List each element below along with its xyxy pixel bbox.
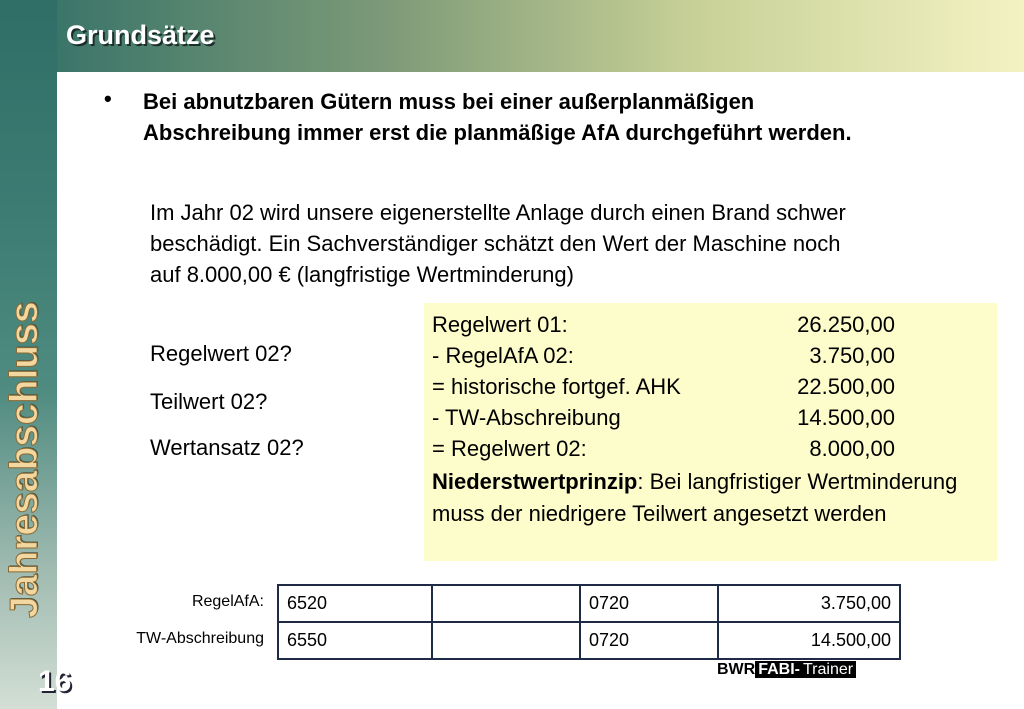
calc-value: 8.000,00 [809,436,895,461]
booking-table [277,584,901,660]
question-regelwert: Regelwert 02? [150,341,292,366]
calc-label: - RegelAfA 02: [432,343,574,368]
table-row [278,585,900,622]
calc-value: 26.250,00 [797,312,895,337]
calc-label: = Regelwert 02: [432,436,587,461]
amount: 3.750,00 [718,585,900,622]
principle-note [432,466,972,529]
calc-value: 3.750,00 [809,343,895,368]
booking-label: RegelAfA: [191,593,264,610]
question-teilwert: Teilwert 02? [150,389,268,414]
bullet-dot: • [104,86,112,111]
debit-account: 6520 [278,585,432,622]
bwr-fabi-trainer-logo [717,661,856,681]
calc-label: Regelwert 01: [432,312,568,337]
calc-label: = historische fortgef. AHK [432,374,681,399]
empty-cell [432,622,580,659]
table-row [278,622,900,659]
slide-title: Grundsätze [66,20,215,50]
empty-cell [432,585,580,622]
amount: 14.500,00 [718,622,900,659]
question-wertansatz: Wertansatz 02? [150,435,304,460]
calc-value: 22.500,00 [797,374,895,399]
bullet-text: Bei abnutzbaren Gütern muss bei einer außerplanmäßigen Abschreibung immer erst die planmäßige AfA durchgeführt werden. [143,89,852,145]
calc-label: - TW-Abschreibung [432,405,621,430]
logo-part: FABI- [755,661,803,678]
scenario-text: Im Jahr 02 wird unsere eigenerstellte Anlage durch einen Brand schwer beschädigt. Ein Sachverständiger schätzt den Wert der Maschine noch auf 8.000,00 € (langfristige Wertminderung) [150,200,846,287]
logo-part: Trainer [803,661,856,678]
credit-account: 0720 [580,622,718,659]
principle-term: Niederstwertprinzip [432,469,638,494]
booking-label: TW-Abschreibung [136,630,264,647]
logo-part: BWR [717,661,756,678]
credit-account: 0720 [580,585,718,622]
debit-account: 6550 [278,622,432,659]
page-number: 16 [38,665,72,698]
side-label: Jahresabschluss [3,301,46,618]
principle-text: : Bei langfristiger Wertminderung muss der niedrigere Teilwert angesetzt werden [432,469,958,526]
calc-value: 14.500,00 [797,405,895,430]
